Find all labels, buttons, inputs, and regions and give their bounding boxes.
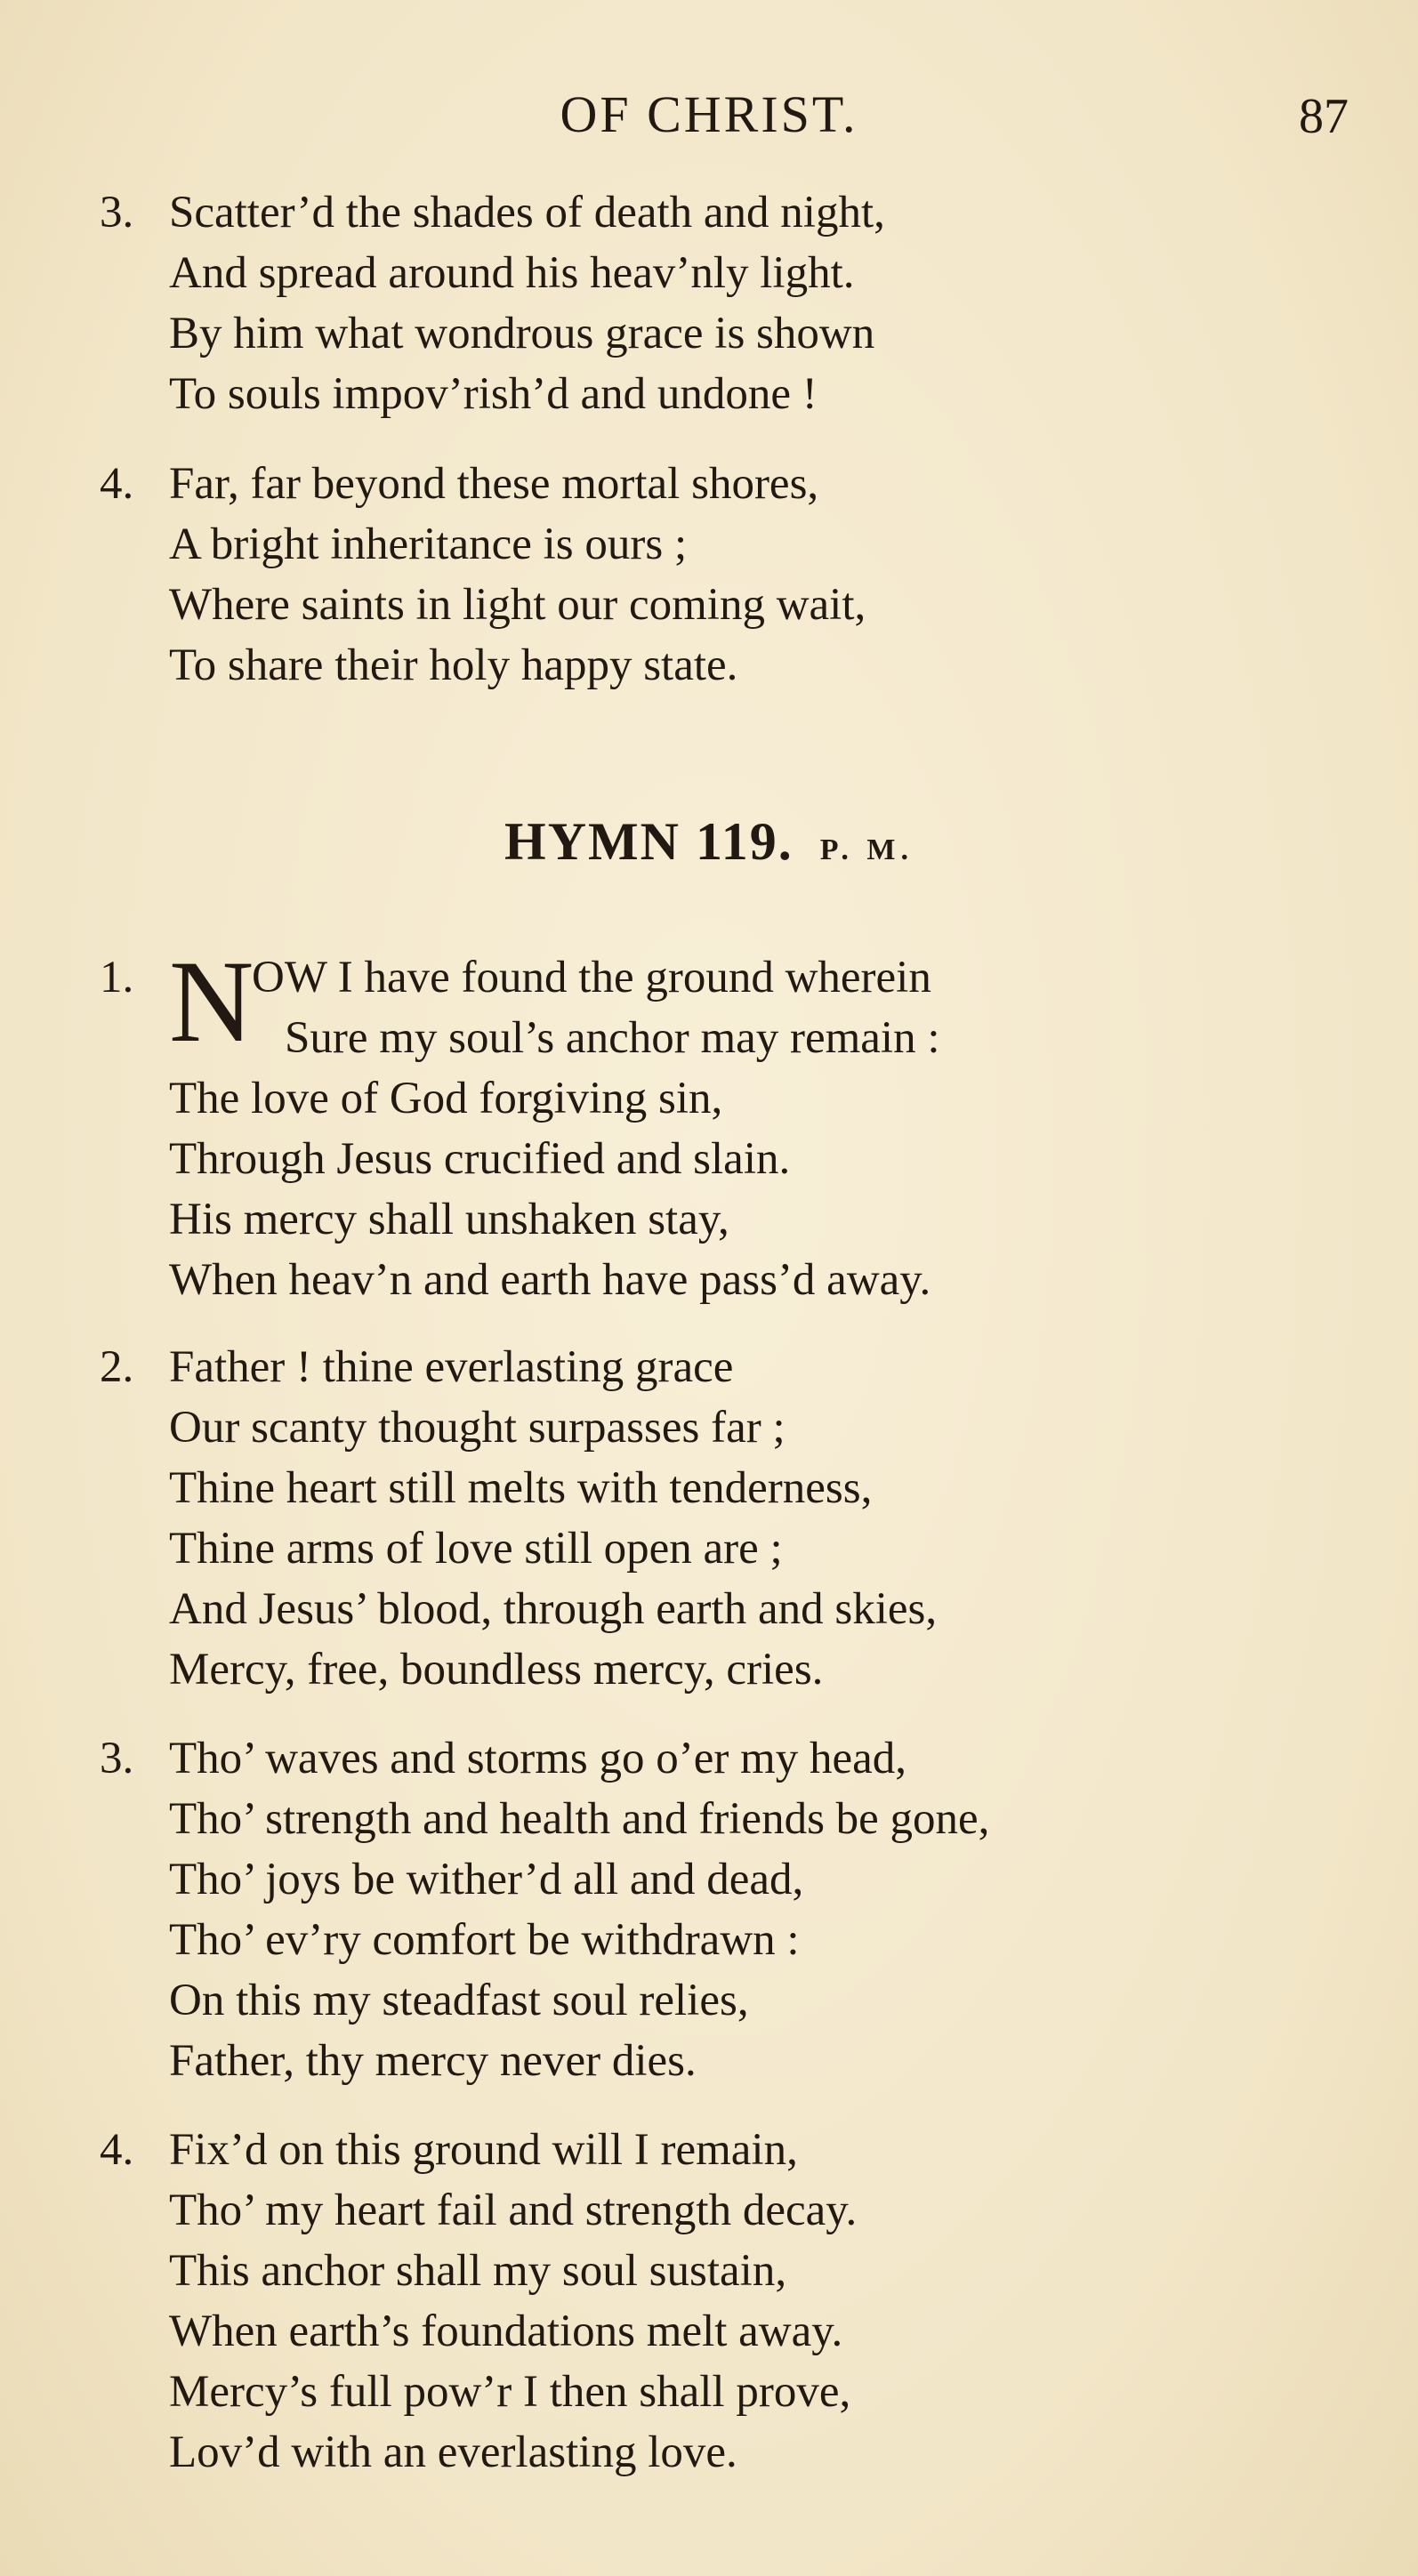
page-number: 87 — [1299, 89, 1349, 144]
stanza-number: 3. — [100, 1734, 134, 1783]
stanza-number: 2. — [100, 1342, 134, 1392]
verse-line: Tho’ ev’ry comfort be withdrawn : — [169, 1915, 800, 1965]
stanza-number: 4. — [100, 2125, 134, 2175]
verse-line: His mercy shall unshaken stay, — [169, 1195, 729, 1244]
verse-line: OW I have found the ground wherein — [252, 953, 931, 1002]
hymn-title-text: HYMN 119. — [504, 812, 794, 871]
verse-line: To share their holy happy state. — [169, 640, 738, 690]
verse-line: Tho’ waves and storms go o’er my head, — [169, 1734, 906, 1783]
verse-line: Tho’ joys be wither’d all and dead, — [169, 1855, 804, 1904]
verse-line: Mercy’s full pow’r I then shall prove, — [169, 2367, 851, 2417]
hymn-title — [0, 811, 1418, 873]
verse-line: Father, thy mercy never dies. — [169, 2036, 697, 2086]
verse-line: Far, far beyond these mortal shores, — [169, 459, 819, 509]
verse-line: By him what wondrous grace is shown — [169, 309, 875, 358]
hymn-meter: P. M. — [819, 833, 914, 866]
verse-line: A bright inheritance is ours ; — [169, 519, 688, 569]
verse-line: Tho’ my heart fail and strength decay. — [169, 2186, 858, 2235]
stanza-number: 4. — [100, 459, 134, 509]
verse-line: On this my steadfast soul relies, — [169, 1976, 749, 2025]
verse-line: This anchor shall my soul sustain, — [169, 2246, 787, 2296]
verse-line: The love of God forgiving sin, — [169, 1074, 723, 1123]
page-header — [0, 85, 1418, 156]
verse-line: Father ! thine everlasting grace — [169, 1342, 734, 1392]
verse-line: Thine arms of love still open are ; — [169, 1524, 783, 1574]
drop-cap: N — [169, 936, 254, 1067]
running-head: OF CHRIST. — [560, 85, 858, 143]
verse-line: Thine heart still melts with tenderness, — [169, 1463, 873, 1513]
verse-line: And spread around his heav’nly light. — [169, 248, 855, 298]
verse-line: Fix’d on this ground will I remain, — [169, 2125, 798, 2175]
verse-line: And Jesus’ blood, through earth and skies, — [169, 1584, 938, 1634]
verse-line: Scatter’d the shades of death and night, — [169, 188, 885, 237]
verse-line: Where saints in light our coming wait, — [169, 580, 866, 630]
verse-line: When heav’n and earth have pass’d away. — [169, 1255, 931, 1305]
verse-line: When earth’s foundations melt away. — [169, 2306, 843, 2356]
verse-line: Sure my soul’s anchor may remain : — [285, 1013, 940, 1063]
stanza-number: 3. — [100, 188, 134, 237]
verse-line: Mercy, free, boundless mercy, cries. — [169, 1645, 824, 1695]
verse-line: Tho’ strength and health and friends be gone, — [169, 1794, 990, 1844]
stanza-number: 1. — [100, 953, 134, 1002]
verse-line: Lov’d with an everlasting love. — [169, 2427, 737, 2477]
verse-line: To souls impov’rish’d and undone ! — [169, 369, 818, 419]
verse-line: Our scanty thought surpasses far ; — [169, 1403, 786, 1453]
verse-line: Through Jesus crucified and slain. — [169, 1134, 791, 1184]
